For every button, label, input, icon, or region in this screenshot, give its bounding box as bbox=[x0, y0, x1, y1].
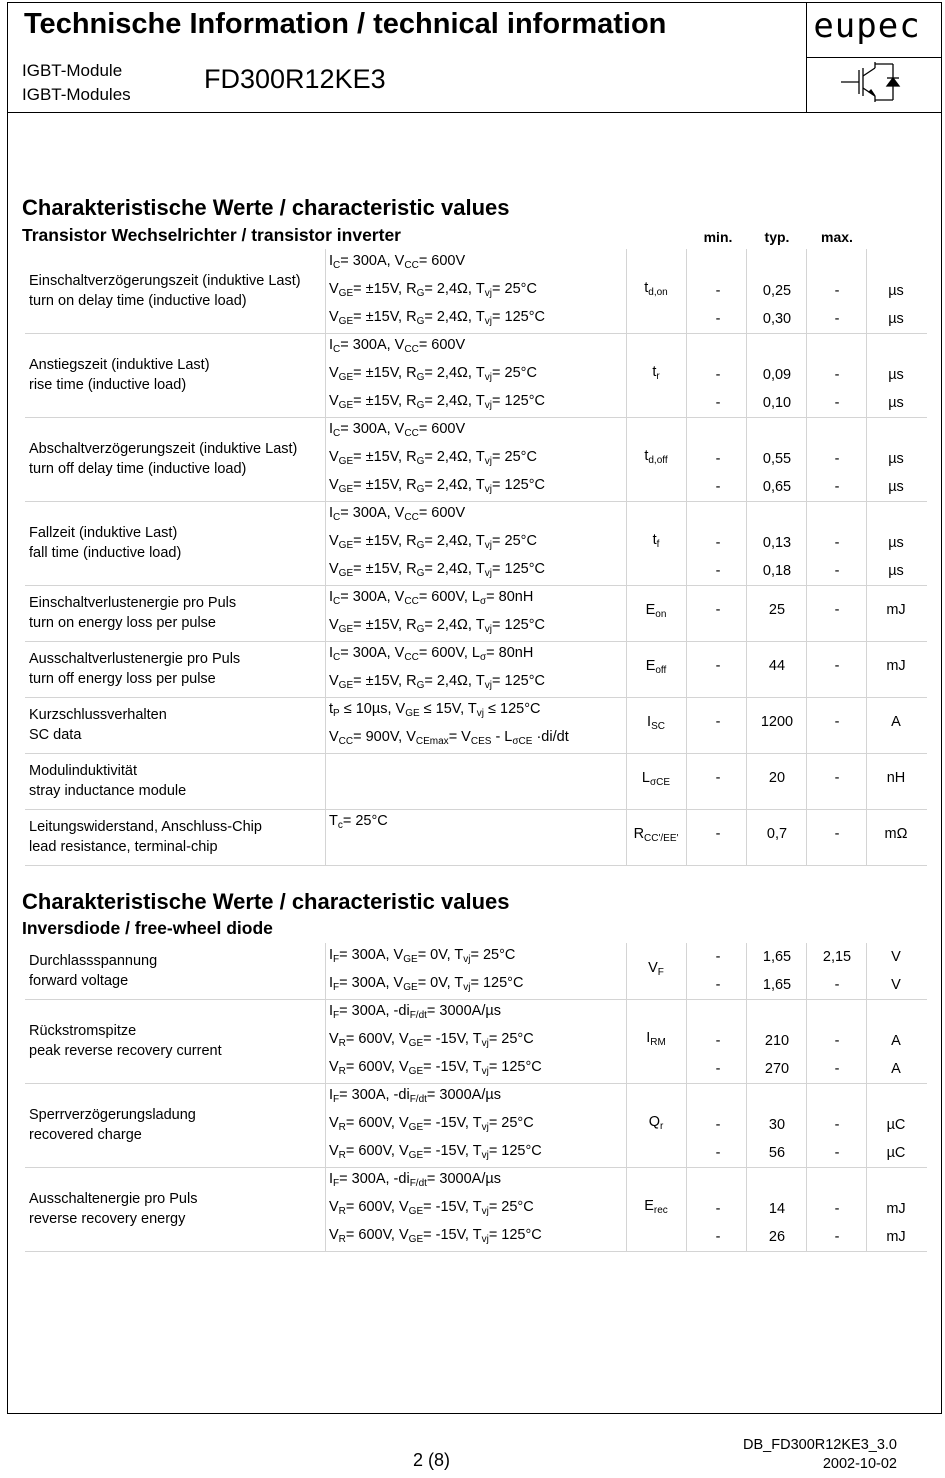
value-max: - bbox=[834, 1229, 840, 1245]
value-min: - bbox=[715, 1229, 721, 1245]
value-max: - bbox=[834, 658, 840, 674]
value-typ: 0,18 bbox=[762, 563, 792, 579]
value-max: - bbox=[834, 283, 840, 299]
test-condition: $V_{GE}= \pm 15V$, $R_G= 2,4\Omega$, $T_{vj}= 25^\circ C$ bbox=[329, 449, 537, 467]
parameter-name-de: Ausschaltenergie pro Puls bbox=[29, 1191, 198, 1207]
column-divider bbox=[325, 753, 326, 809]
column-divider bbox=[686, 1083, 687, 1167]
test-condition: $I_F= 300A$, $-di_{F/dt}= 3000A/\mu s$ bbox=[329, 1003, 501, 1021]
document-title: Technische Information / technical information bbox=[24, 8, 667, 40]
column-divider bbox=[686, 641, 687, 697]
value-typ: 210 bbox=[764, 1033, 790, 1049]
test-condition: $I_C= 300A$, $V_{CC}= 600V$ bbox=[329, 253, 466, 271]
value-min: - bbox=[715, 658, 721, 674]
test-condition: $V_{GE}= \pm 15V$, $R_G= 2,4\Omega$, $T_{vj}= 125^\circ C$ bbox=[329, 477, 545, 495]
value-unit: mJ bbox=[886, 1229, 906, 1245]
value-max: 2,15 bbox=[822, 949, 852, 965]
value-typ: 0,30 bbox=[762, 311, 792, 327]
value-min: - bbox=[715, 395, 721, 411]
parameter-symbol: $E_{off}$ bbox=[645, 658, 667, 676]
test-condition: $V_{GE}= \pm 15V$, $R_G= 2,4\Omega$, $T_{vj}= 125^\circ C$ bbox=[329, 393, 545, 411]
parameter-symbol: $E_{rec}$ bbox=[644, 1198, 668, 1216]
column-divider bbox=[325, 1167, 326, 1251]
value-min: - bbox=[715, 283, 721, 299]
value-min: - bbox=[715, 1145, 721, 1161]
parameter-name bbox=[29, 705, 321, 745]
value-typ: 14 bbox=[768, 1201, 786, 1217]
column-divider bbox=[325, 585, 326, 641]
table2-row bbox=[25, 1167, 927, 1252]
module-type-de: IGBT-Module bbox=[22, 61, 123, 80]
value-max: - bbox=[834, 714, 840, 730]
value-max: - bbox=[834, 367, 840, 383]
value-min: - bbox=[715, 1033, 721, 1049]
value-typ: 0,65 bbox=[762, 479, 792, 495]
test-condition: $V_{GE}= \pm 15V$, $R_G= 2,4\Omega$, $T_{vj}= 125^\circ C$ bbox=[329, 617, 545, 635]
table1-row bbox=[25, 501, 927, 586]
value-min: - bbox=[715, 563, 721, 579]
test-condition: $V_{GE}= \pm 15V$, $R_G= 2,4\Omega$, $T_{vj}= 125^\circ C$ bbox=[329, 561, 545, 579]
test-condition: $V_{GE}= \pm 15V$, $R_G= 2,4\Omega$, $T_{vj}= 25^\circ C$ bbox=[329, 365, 537, 383]
value-typ: 0,7 bbox=[766, 826, 788, 842]
parameter-name-en: turn off energy loss per pulse bbox=[29, 671, 216, 687]
parameter-name-en: reverse recovery energy bbox=[29, 1211, 186, 1227]
parameter-name bbox=[29, 1105, 321, 1145]
value-typ: 0,55 bbox=[762, 451, 792, 467]
parameter-name-en: lead resistance, terminal-chip bbox=[29, 839, 218, 855]
value-unit: µs bbox=[888, 367, 904, 383]
column-divider bbox=[686, 943, 687, 999]
value-min: - bbox=[715, 311, 721, 327]
test-condition: $V_R= 600V$, $V_{GE}= -15V$, $T_{vj}= 125^\circ C$ bbox=[329, 1227, 542, 1245]
test-condition: $T_c= 25^\circ C$ bbox=[329, 813, 388, 831]
parameter-name-en: forward voltage bbox=[29, 973, 129, 989]
table1-row bbox=[25, 585, 927, 642]
value-min: - bbox=[715, 451, 721, 467]
table1-row bbox=[25, 809, 927, 866]
parameter-name-en: recovered charge bbox=[29, 1127, 142, 1143]
value-min: - bbox=[715, 826, 721, 842]
value-typ: 56 bbox=[768, 1145, 786, 1161]
test-condition: $I_F= 300A$, $V_{GE}= 0V$, $T_{vj}= 125^\circ C$ bbox=[329, 975, 524, 993]
value-unit: µs bbox=[888, 283, 904, 299]
column-divider bbox=[325, 1083, 326, 1167]
document-info bbox=[743, 1436, 897, 1474]
test-condition: $t_P \le 10\mu s$, $V_{GE} \le 15V$, $T_{vj} \le 125^\circ C$ bbox=[329, 701, 541, 719]
table2-row bbox=[25, 999, 927, 1084]
parameter-name-en: rise time (inductive load) bbox=[29, 377, 187, 393]
parameter-name-en: turn off delay time (inductive load) bbox=[29, 461, 247, 477]
parameter-symbol: $E_{on}$ bbox=[645, 602, 667, 620]
parameter-symbol: $t_f$ bbox=[652, 532, 660, 550]
parameter-name bbox=[29, 1021, 321, 1061]
value-max: - bbox=[834, 602, 840, 618]
value-unit: A bbox=[891, 1033, 901, 1049]
parameter-name bbox=[29, 523, 321, 563]
parameter-name-en: SC data bbox=[29, 727, 82, 743]
value-typ: 0,13 bbox=[762, 535, 792, 551]
value-min: - bbox=[715, 1061, 721, 1077]
table1-row bbox=[25, 417, 927, 502]
column-divider bbox=[686, 249, 687, 333]
value-unit: A bbox=[891, 1061, 901, 1077]
value-max: - bbox=[834, 1117, 840, 1133]
test-condition: $I_C= 300A$, $V_{CC}= 600V$, $L_\sigma= 80nH$ bbox=[329, 589, 534, 607]
parameter-name-de: Rückstromspitze bbox=[29, 1023, 137, 1039]
parameter-name-de: Ausschaltverlustenergie pro Puls bbox=[29, 651, 241, 667]
section1-title: Charakteristische Werte / characteristic values bbox=[22, 195, 510, 220]
parameter-name-de: Fallzeit (induktive Last) bbox=[29, 525, 178, 541]
parameter-name bbox=[29, 355, 321, 395]
value-unit: V bbox=[891, 977, 901, 993]
column-divider bbox=[325, 697, 326, 753]
parameter-name bbox=[29, 439, 321, 479]
column-divider bbox=[686, 999, 687, 1083]
parameter-name-en: turn on delay time (inductive load) bbox=[29, 293, 247, 309]
value-typ: 25 bbox=[768, 602, 786, 618]
test-condition: $V_R= 600V$, $V_{GE}= -15V$, $T_{vj}= 25^\circ C$ bbox=[329, 1115, 534, 1133]
parameter-symbol: $I_{SC}$ bbox=[647, 714, 665, 732]
test-condition: $I_C= 300A$, $V_{CC}= 600V$, $L_\sigma= 80nH$ bbox=[329, 645, 534, 663]
column-divider bbox=[686, 333, 687, 417]
parameter-name bbox=[29, 761, 321, 801]
parameter-symbol: $L_{\sigma CE}$ bbox=[641, 770, 671, 788]
parameter-name-de: Kurzschlussverhalten bbox=[29, 707, 167, 723]
table1-row bbox=[25, 333, 927, 418]
value-unit: µs bbox=[888, 311, 904, 327]
value-typ: 26 bbox=[768, 1229, 786, 1245]
value-unit: nH bbox=[886, 770, 906, 786]
column-divider bbox=[325, 641, 326, 697]
table1-row bbox=[25, 641, 927, 698]
test-condition: $V_R= 600V$, $V_{GE}= -15V$, $T_{vj}= 25^\circ C$ bbox=[329, 1031, 534, 1049]
value-unit: A bbox=[891, 714, 901, 730]
test-condition: $I_F= 300A$, $-di_{F/dt}= 3000A/\mu s$ bbox=[329, 1087, 501, 1105]
parameter-name-en: fall time (inductive load) bbox=[29, 545, 182, 561]
value-typ: 20 bbox=[768, 770, 786, 786]
column-divider bbox=[325, 417, 326, 501]
parameter-symbol: $t_{d,off}$ bbox=[644, 448, 668, 466]
value-unit: µs bbox=[888, 479, 904, 495]
value-max: - bbox=[834, 1061, 840, 1077]
test-condition: $I_C= 300A$, $V_{CC}= 600V$ bbox=[329, 337, 466, 355]
value-unit: mJ bbox=[886, 1201, 906, 1217]
value-min: - bbox=[715, 479, 721, 495]
column-divider bbox=[325, 249, 326, 333]
value-unit: µC bbox=[886, 1117, 906, 1133]
test-condition: $V_{GE}= \pm 15V$, $R_G= 2,4\Omega$, $T_{vj}= 25^\circ C$ bbox=[329, 281, 537, 299]
test-condition: $I_C= 300A$, $V_{CC}= 600V$ bbox=[329, 421, 466, 439]
parameter-name-en: peak reverse recovery current bbox=[29, 1043, 222, 1059]
value-min: - bbox=[715, 770, 721, 786]
value-min: - bbox=[715, 1117, 721, 1133]
parameter-name bbox=[29, 1189, 321, 1229]
column-typ-header: typ. bbox=[764, 229, 790, 245]
parameter-symbol: $t_{d,on}$ bbox=[644, 280, 668, 298]
value-max: - bbox=[834, 451, 840, 467]
test-condition: $V_{GE}= \pm 15V$, $R_G= 2,4\Omega$, $T_{vj}= 125^\circ C$ bbox=[329, 309, 545, 327]
test-condition: $I_F= 300A$, $V_{GE}= 0V$, $T_{vj}= 25^\circ C$ bbox=[329, 947, 516, 965]
value-typ: 270 bbox=[764, 1061, 790, 1077]
parameter-name-de: Durchlassspannung bbox=[29, 953, 158, 969]
value-min: - bbox=[715, 535, 721, 551]
parameter-name-de: Leitungswiderstand, Anschluss-Chip bbox=[29, 819, 262, 835]
page-number: 2 (8) bbox=[413, 1450, 451, 1470]
value-min: - bbox=[715, 714, 721, 730]
column-divider bbox=[686, 585, 687, 641]
column-divider bbox=[686, 753, 687, 809]
test-condition: $I_C= 300A$, $V_{CC}= 600V$ bbox=[329, 505, 466, 523]
column-divider bbox=[686, 1167, 687, 1251]
parameter-symbol: $R_{CC'/EE'}$ bbox=[633, 826, 679, 844]
parameter-symbol: $Q_r$ bbox=[648, 1114, 664, 1132]
parameter-symbol: $I_{RM}$ bbox=[646, 1030, 666, 1048]
parameter-name-en: stray inductance module bbox=[29, 783, 187, 799]
value-unit: µs bbox=[888, 451, 904, 467]
value-typ: 0,10 bbox=[762, 395, 792, 411]
value-max: - bbox=[834, 1201, 840, 1217]
parameter-name bbox=[29, 271, 321, 311]
value-unit: mJ bbox=[886, 602, 906, 618]
document-id: DB_FD300R12KE3_3.0 bbox=[743, 1437, 897, 1453]
table2-row bbox=[25, 1083, 927, 1168]
value-max: - bbox=[834, 563, 840, 579]
value-typ: 30 bbox=[768, 1117, 786, 1133]
test-condition: $V_R= 600V$, $V_{GE}= -15V$, $T_{vj}= 125^\circ C$ bbox=[329, 1059, 542, 1077]
value-max: - bbox=[834, 535, 840, 551]
parameter-name-de: Einschaltverzögerungszeit (induktive Last) bbox=[29, 273, 301, 289]
parameter-name bbox=[29, 649, 321, 689]
parameter-name-de: Abschaltverzögerungszeit (induktive Last) bbox=[29, 441, 298, 457]
value-typ: 0,09 bbox=[762, 367, 792, 383]
table1-row bbox=[25, 697, 927, 754]
test-condition: $V_R= 600V$, $V_{GE}= -15V$, $T_{vj}= 125^\circ C$ bbox=[329, 1143, 542, 1161]
value-min: - bbox=[715, 1201, 721, 1217]
column-divider bbox=[325, 809, 326, 865]
column-max-header: max. bbox=[821, 229, 853, 245]
value-max: - bbox=[834, 826, 840, 842]
test-condition: $V_R= 600V$, $V_{GE}= -15V$, $T_{vj}= 25^\circ C$ bbox=[329, 1199, 534, 1217]
section1-subtitle: Transistor Wechselrichter / transistor inverter bbox=[22, 225, 401, 245]
value-unit: µs bbox=[888, 535, 904, 551]
document-date: 2002-10-02 bbox=[822, 1456, 897, 1472]
column-divider bbox=[325, 943, 326, 999]
column-divider bbox=[686, 697, 687, 753]
value-max: - bbox=[834, 977, 840, 993]
column-divider bbox=[325, 999, 326, 1083]
parameter-name bbox=[29, 593, 321, 633]
value-typ: 1,65 bbox=[762, 977, 792, 993]
parameter-name bbox=[29, 817, 321, 857]
table2-row bbox=[25, 943, 927, 1000]
value-max: - bbox=[834, 1033, 840, 1049]
table1-row bbox=[25, 249, 927, 334]
module-type-en: IGBT-Modules bbox=[22, 85, 131, 104]
test-condition: $V_{CC}= 900V$, $V_{CEmax}= V_{CES} - L_{\sigma CE} \cdot di/dt$ bbox=[329, 729, 569, 747]
parameter-symbol: $V_F$ bbox=[648, 960, 664, 978]
value-min: - bbox=[715, 977, 721, 993]
value-max: - bbox=[834, 395, 840, 411]
test-condition: $V_{GE}= \pm 15V$, $R_G= 2,4\Omega$, $T_{vj}= 25^\circ C$ bbox=[329, 533, 537, 551]
column-divider bbox=[686, 417, 687, 501]
parameter-name-de: Einschaltverlustenergie pro Puls bbox=[29, 595, 237, 611]
value-unit: µs bbox=[888, 563, 904, 579]
test-condition: $I_F= 300A$, $-di_{F/dt}= 3000A/\mu s$ bbox=[329, 1171, 501, 1189]
value-unit: V bbox=[891, 949, 901, 965]
column-divider bbox=[686, 809, 687, 865]
value-typ: 1200 bbox=[760, 714, 794, 730]
parameter-name-de: Modulinduktivität bbox=[29, 763, 137, 779]
parameter-name bbox=[29, 951, 321, 991]
value-unit: µs bbox=[888, 395, 904, 411]
parameter-name-de: Sperrverzögerungsladung bbox=[29, 1107, 196, 1123]
igbt-symbol-icon bbox=[835, 58, 905, 106]
parameter-name-en: turn on energy loss per pulse bbox=[29, 615, 216, 631]
column-divider bbox=[325, 333, 326, 417]
value-typ: 1,65 bbox=[762, 949, 792, 965]
value-max: - bbox=[834, 479, 840, 495]
header-divider bbox=[8, 112, 941, 113]
eupec-logo: eupec bbox=[813, 6, 921, 46]
value-typ: 44 bbox=[768, 658, 786, 674]
section2-subtitle: Inversdiode / free-wheel diode bbox=[22, 918, 273, 938]
value-unit: µC bbox=[886, 1145, 906, 1161]
value-unit: mJ bbox=[886, 658, 906, 674]
value-max: - bbox=[834, 770, 840, 786]
value-min: - bbox=[715, 949, 721, 965]
table1-row bbox=[25, 753, 927, 810]
section2-title: Charakteristische Werte / characteristic values bbox=[22, 889, 510, 914]
value-typ: 0,25 bbox=[762, 283, 792, 299]
parameter-symbol: $t_r$ bbox=[652, 364, 660, 382]
value-unit: mΩ bbox=[884, 826, 908, 842]
value-min: - bbox=[715, 367, 721, 383]
column-min-header: min. bbox=[703, 229, 733, 245]
part-number: FD300R12KE3 bbox=[204, 64, 386, 94]
value-min: - bbox=[715, 602, 721, 618]
column-divider bbox=[686, 501, 687, 585]
value-max: - bbox=[834, 311, 840, 327]
test-condition: $V_{GE}= \pm 15V$, $R_G= 2,4\Omega$, $T_{vj}= 125^\circ C$ bbox=[329, 673, 545, 691]
parameter-name-de: Anstiegszeit (induktive Last) bbox=[29, 357, 210, 373]
column-divider bbox=[325, 501, 326, 585]
value-max: - bbox=[834, 1145, 840, 1161]
